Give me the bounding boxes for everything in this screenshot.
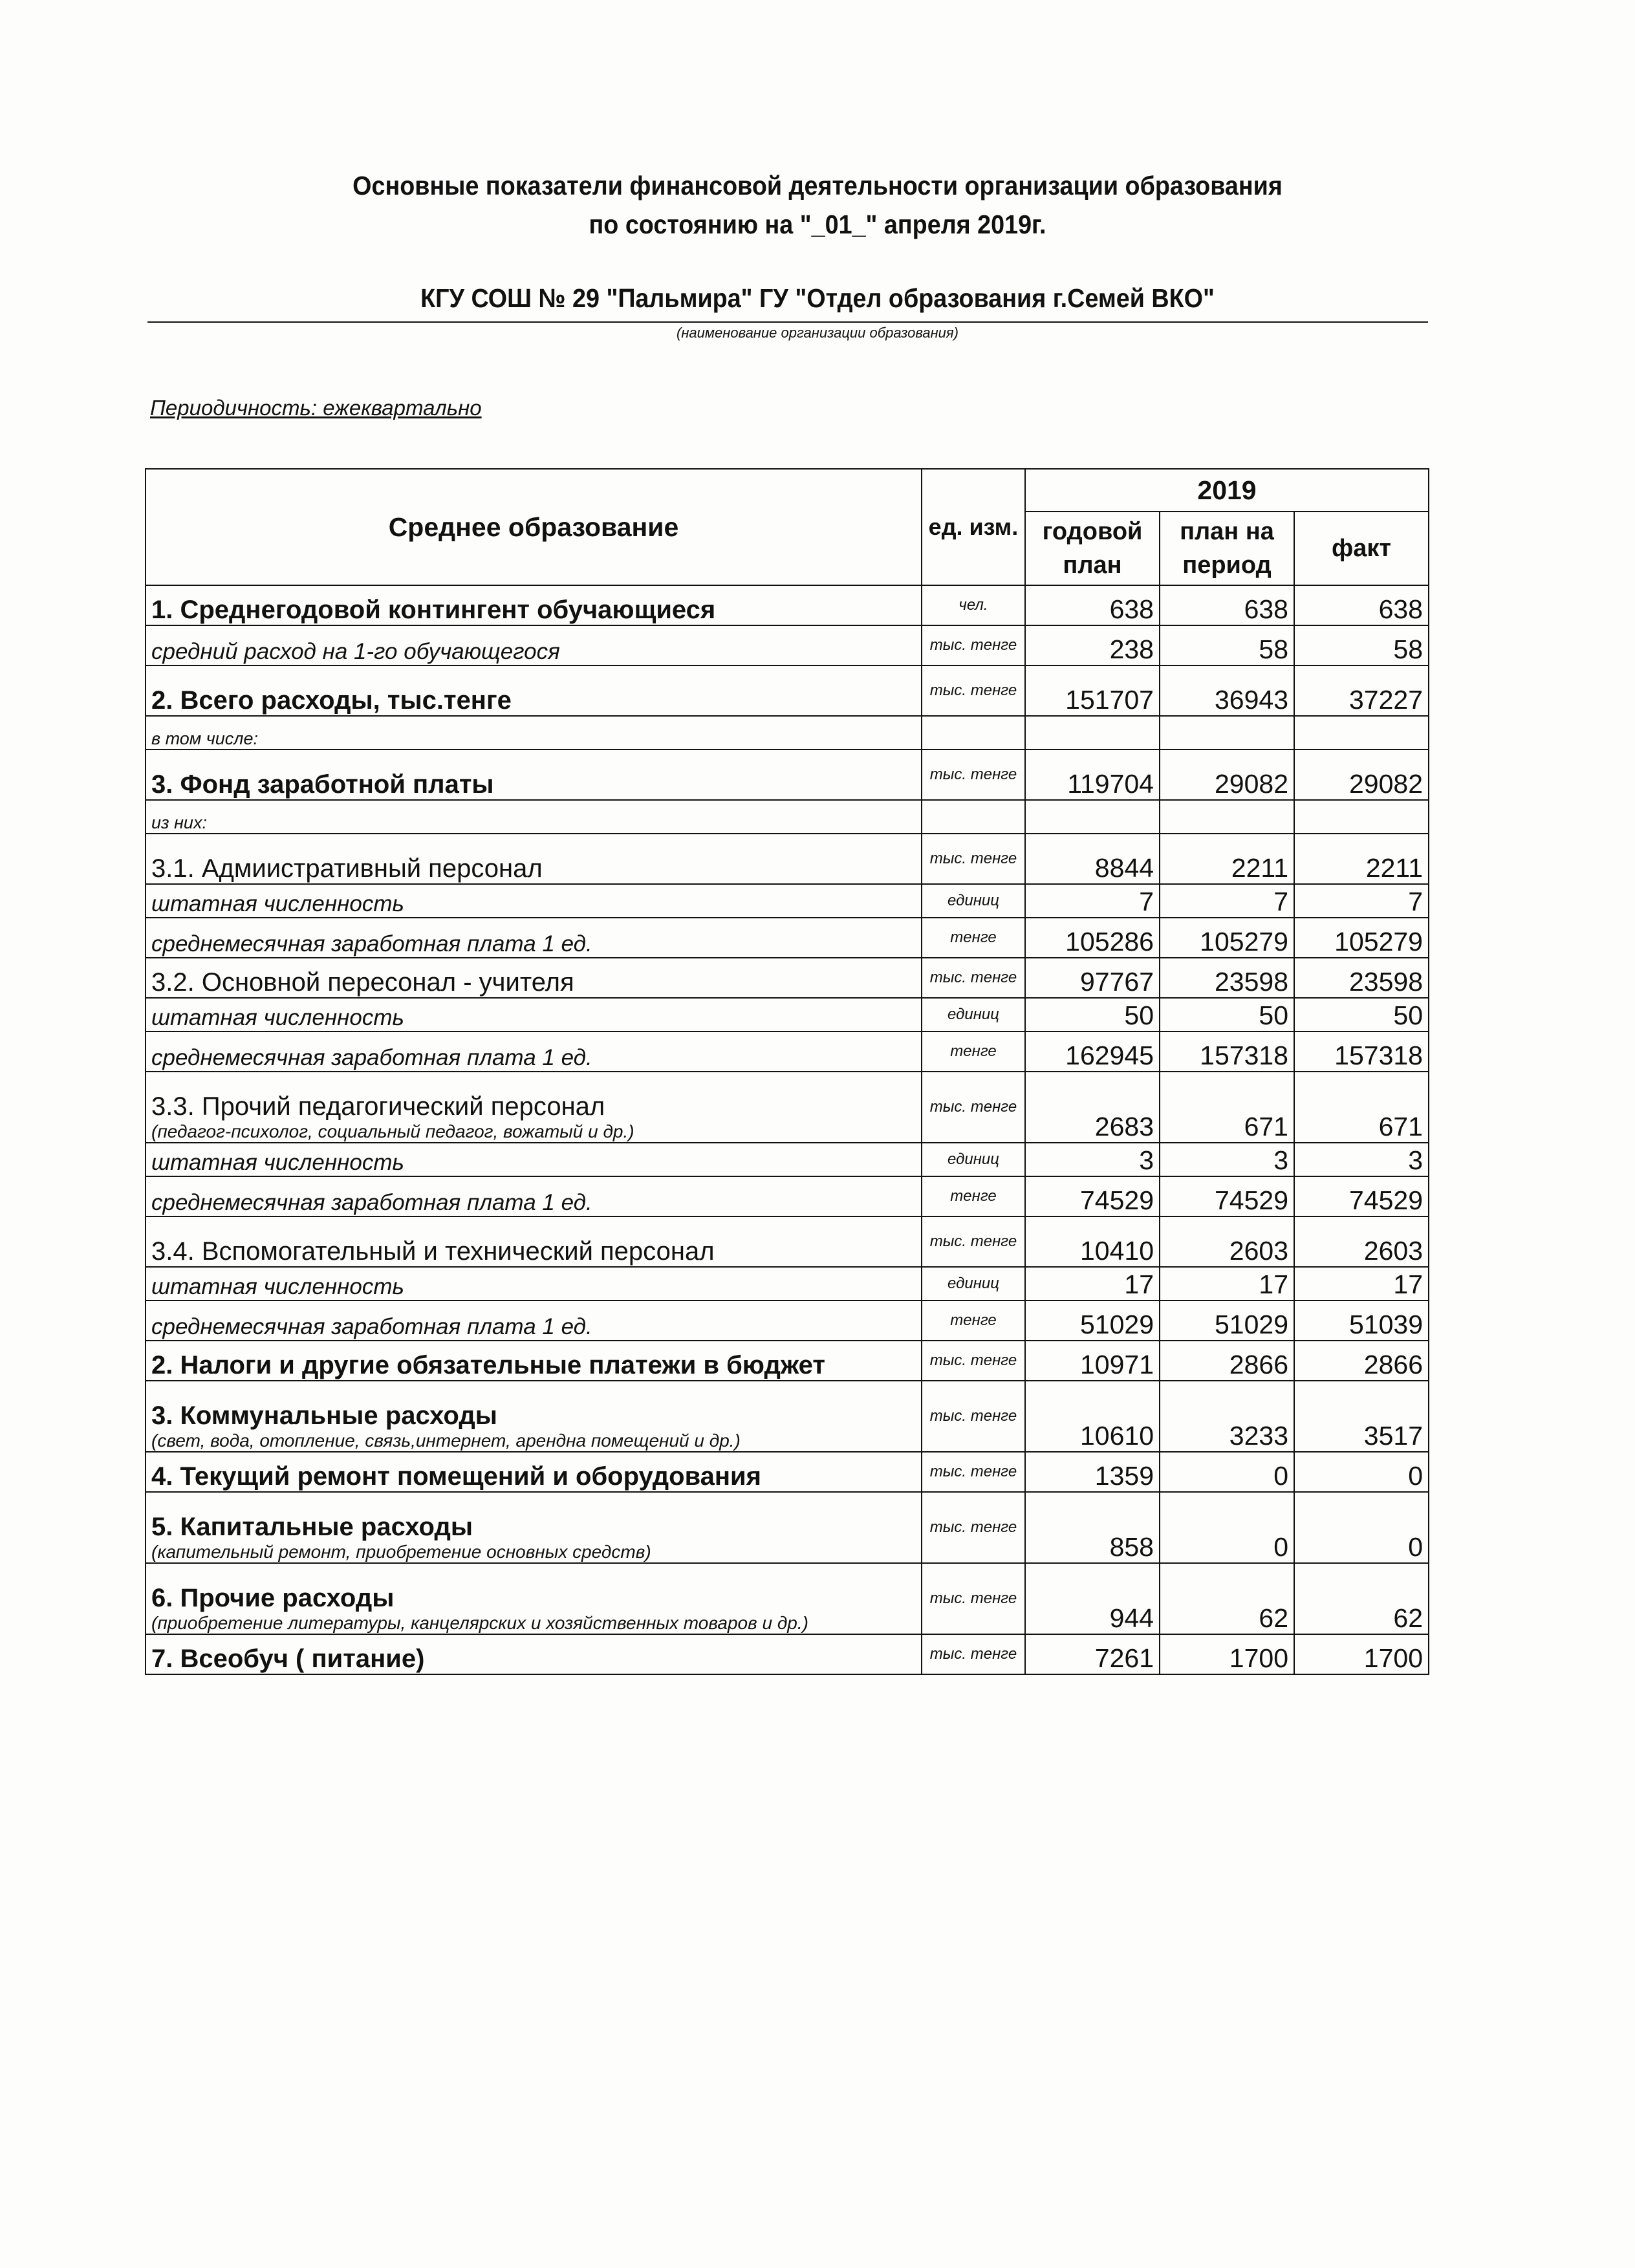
table-row xyxy=(146,998,1429,1031)
table-row xyxy=(146,585,1429,625)
cell-fact: 671 xyxy=(1294,1072,1429,1143)
table-row xyxy=(146,884,1429,918)
row-label xyxy=(146,665,922,716)
cell-annual-plan: 10410 xyxy=(1025,1216,1160,1267)
cell-annual-plan: 7261 xyxy=(1025,1634,1160,1674)
cell-annual-plan: 638 xyxy=(1025,585,1160,625)
row-label xyxy=(146,1031,922,1072)
row-label xyxy=(146,1381,922,1452)
row-label xyxy=(146,1216,922,1267)
organization-name: КГУ СОШ № 29 "Пальмира" ГУ "Отдел образования г.Семей ВКО" xyxy=(420,283,1215,313)
cell-period-plan: 0 xyxy=(1160,1452,1294,1492)
cell-fact: 50 xyxy=(1294,998,1429,1031)
table-row xyxy=(146,1176,1429,1216)
table-row xyxy=(146,1143,1429,1176)
cell-annual-plan: 17 xyxy=(1025,1267,1160,1301)
cell-period-plan: 2603 xyxy=(1160,1216,1294,1267)
row-unit: тыс. тенге xyxy=(922,1634,1025,1674)
cell-annual-plan: 51029 xyxy=(1025,1301,1160,1341)
row-label-main: среднемесячная заработная плата 1 ед. xyxy=(151,1190,592,1215)
cell-annual-plan: 119704 xyxy=(1025,750,1160,800)
row-unit: единиц xyxy=(922,1143,1025,1176)
cell-annual-plan: 2683 xyxy=(1025,1072,1160,1143)
periodicity-note: Периодичность: ежеквартально xyxy=(150,396,482,420)
header-period-plan: план на период xyxy=(1160,512,1294,585)
cell-period-plan: 3 xyxy=(1160,1143,1294,1176)
row-label-note: (педагог-психолог, социальный педагог, вожатый и др.) xyxy=(151,1121,634,1141)
document-title-line1: Основные показатели финансовой деятельности организации образования xyxy=(352,171,1283,200)
cell-fact: 105279 xyxy=(1294,918,1429,958)
cell-fact: 2866 xyxy=(1294,1341,1429,1381)
row-label-main: 3. Фонд заработной платы xyxy=(151,770,494,799)
cell-period-plan xyxy=(1160,800,1294,834)
row-unit xyxy=(922,716,1025,750)
row-label-main: 3.3. Прочий педагогический персонал xyxy=(151,1092,605,1121)
cell-annual-plan: 105286 xyxy=(1025,918,1160,958)
row-unit: тыс. тенге xyxy=(922,1341,1025,1381)
financial-indicators-table xyxy=(145,468,1429,1675)
row-label xyxy=(146,1176,922,1216)
row-label xyxy=(146,1341,922,1381)
table-header-row xyxy=(146,469,1429,512)
row-unit: тенге xyxy=(922,1176,1025,1216)
row-unit: тенге xyxy=(922,1301,1025,1341)
cell-annual-plan: 50 xyxy=(1025,998,1160,1031)
table-row xyxy=(146,1381,1429,1452)
cell-fact: 17 xyxy=(1294,1267,1429,1301)
table-row xyxy=(146,716,1429,750)
row-unit: тыс. тенге xyxy=(922,625,1025,665)
row-label xyxy=(146,1634,922,1674)
row-label-main: в том числе: xyxy=(151,729,259,748)
row-label-main: штатная численность xyxy=(151,891,404,916)
cell-annual-plan: 74529 xyxy=(1025,1176,1160,1216)
cell-annual-plan: 1359 xyxy=(1025,1452,1160,1492)
row-label xyxy=(146,834,922,884)
row-label xyxy=(146,585,922,625)
row-label xyxy=(146,1267,922,1301)
cell-period-plan: 2211 xyxy=(1160,834,1294,884)
row-label-main: 4. Текущий ремонт помещений и оборудования xyxy=(151,1462,761,1491)
header-unit: ед. изм. xyxy=(922,469,1025,585)
row-label-main: среднемесячная заработная плата 1 ед. xyxy=(151,1314,592,1339)
cell-period-plan: 36943 xyxy=(1160,665,1294,716)
row-unit: тыс. тенге xyxy=(922,1563,1025,1634)
cell-period-plan: 29082 xyxy=(1160,750,1294,800)
row-label xyxy=(146,1563,922,1634)
table-row xyxy=(146,1492,1429,1563)
row-unit: тенге xyxy=(922,918,1025,958)
cell-annual-plan: 10971 xyxy=(1025,1341,1160,1381)
table-row xyxy=(146,1563,1429,1634)
row-label xyxy=(146,918,922,958)
cell-annual-plan: 238 xyxy=(1025,625,1160,665)
cell-period-plan: 62 xyxy=(1160,1563,1294,1634)
cell-fact: 3517 xyxy=(1294,1381,1429,1452)
organization-underline xyxy=(147,321,1428,323)
cell-period-plan: 58 xyxy=(1160,625,1294,665)
row-unit: тыс. тенге xyxy=(922,958,1025,998)
cell-annual-plan xyxy=(1025,800,1160,834)
row-label-main: 7. Всеобуч ( питание) xyxy=(151,1645,425,1673)
table-row xyxy=(146,1267,1429,1301)
row-unit: тыс. тенге xyxy=(922,1216,1025,1267)
cell-annual-plan: 858 xyxy=(1025,1492,1160,1563)
row-label-main: 2. Всего расходы, тыс.тенге xyxy=(151,686,512,715)
cell-period-plan: 671 xyxy=(1160,1072,1294,1143)
cell-period-plan: 50 xyxy=(1160,998,1294,1031)
cell-period-plan: 157318 xyxy=(1160,1031,1294,1072)
cell-period-plan xyxy=(1160,716,1294,750)
cell-annual-plan: 7 xyxy=(1025,884,1160,918)
cell-fact: 62 xyxy=(1294,1563,1429,1634)
row-label-main: средний расход на 1-го обучающегося xyxy=(151,639,560,664)
table-row xyxy=(146,1301,1429,1341)
row-label-main: среднемесячная заработная плата 1 ед. xyxy=(151,931,592,956)
header-fact: факт xyxy=(1294,512,1429,585)
row-unit: чел. xyxy=(922,585,1025,625)
row-label-main: 6. Прочие расходы xyxy=(151,1584,395,1612)
row-label-main: 3.2. Основной пересонал - учителя xyxy=(151,968,574,997)
row-label xyxy=(146,1072,922,1143)
row-label-note: (капительный ремонт, приобретение основных средств) xyxy=(151,1542,651,1562)
cell-fact: 0 xyxy=(1294,1492,1429,1563)
cell-annual-plan: 8844 xyxy=(1025,834,1160,884)
cell-period-plan: 74529 xyxy=(1160,1176,1294,1216)
row-label-main: 1. Среднегодовой контингент обучающиеся xyxy=(151,596,716,624)
cell-fact: 29082 xyxy=(1294,750,1429,800)
row-label xyxy=(146,1452,922,1492)
table-row xyxy=(146,1072,1429,1143)
row-label-main: из них: xyxy=(151,813,207,832)
row-label-main: 2. Налоги и другие обязательные платежи в бюджет xyxy=(151,1351,825,1379)
row-label-main: штатная численность xyxy=(151,1005,404,1030)
row-label xyxy=(146,958,922,998)
table-row xyxy=(146,918,1429,958)
cell-fact: 23598 xyxy=(1294,958,1429,998)
table-row xyxy=(146,834,1429,884)
cell-period-plan: 23598 xyxy=(1160,958,1294,998)
row-unit: тыс. тенге xyxy=(922,665,1025,716)
row-unit xyxy=(922,800,1025,834)
cell-period-plan: 1700 xyxy=(1160,1634,1294,1674)
header-year: 2019 xyxy=(1025,469,1429,512)
cell-fact xyxy=(1294,800,1429,834)
cell-fact: 638 xyxy=(1294,585,1429,625)
row-label xyxy=(146,750,922,800)
cell-period-plan: 3233 xyxy=(1160,1381,1294,1452)
cell-annual-plan: 151707 xyxy=(1025,665,1160,716)
row-label xyxy=(146,625,922,665)
cell-period-plan: 17 xyxy=(1160,1267,1294,1301)
row-unit: единиц xyxy=(922,884,1025,918)
cell-fact: 51039 xyxy=(1294,1301,1429,1341)
table-row xyxy=(146,750,1429,800)
row-unit: тыс. тенге xyxy=(922,834,1025,884)
row-unit: тенге xyxy=(922,1031,1025,1072)
cell-fact: 3 xyxy=(1294,1143,1429,1176)
header-annual-plan: годовой план xyxy=(1025,512,1160,585)
cell-period-plan: 2866 xyxy=(1160,1341,1294,1381)
table-row xyxy=(146,1031,1429,1072)
cell-fact: 2211 xyxy=(1294,834,1429,884)
cell-annual-plan: 944 xyxy=(1025,1563,1160,1634)
cell-fact: 0 xyxy=(1294,1452,1429,1492)
cell-period-plan: 7 xyxy=(1160,884,1294,918)
cell-period-plan: 638 xyxy=(1160,585,1294,625)
row-label xyxy=(146,884,922,918)
row-label-note: (свет, вода, отопление, связь,интернет, арендна помещений и др.) xyxy=(151,1431,741,1451)
row-unit: тыс. тенге xyxy=(922,1452,1025,1492)
row-label-main: среднемесячная заработная плата 1 ед. xyxy=(151,1045,592,1070)
row-unit: тыс. тенге xyxy=(922,750,1025,800)
cell-fact: 157318 xyxy=(1294,1031,1429,1072)
row-label-main: 3.4. Вспомогательный и технический персонал xyxy=(151,1237,715,1266)
table-row xyxy=(146,1341,1429,1381)
cell-fact: 7 xyxy=(1294,884,1429,918)
cell-fact: 74529 xyxy=(1294,1176,1429,1216)
document-title-line2: по состоянию на "_01_" апреля 2019г. xyxy=(589,210,1046,239)
row-label-main: штатная численность xyxy=(151,1150,404,1175)
cell-period-plan: 105279 xyxy=(1160,918,1294,958)
cell-fact: 58 xyxy=(1294,625,1429,665)
table-row xyxy=(146,625,1429,665)
organization-caption: (наименование организации образования) xyxy=(677,325,958,341)
cell-period-plan: 51029 xyxy=(1160,1301,1294,1341)
header-education-level: Среднее образование xyxy=(146,469,922,585)
table-row xyxy=(146,800,1429,834)
cell-fact: 1700 xyxy=(1294,1634,1429,1674)
row-label-main: 5. Капитальные расходы xyxy=(151,1513,473,1541)
cell-fact: 37227 xyxy=(1294,665,1429,716)
cell-annual-plan: 3 xyxy=(1025,1143,1160,1176)
cell-fact: 2603 xyxy=(1294,1216,1429,1267)
table-row xyxy=(146,665,1429,716)
row-unit: единиц xyxy=(922,998,1025,1031)
row-unit: тыс. тенге xyxy=(922,1381,1025,1452)
row-unit: единиц xyxy=(922,1267,1025,1301)
cell-period-plan: 0 xyxy=(1160,1492,1294,1563)
cell-annual-plan: 97767 xyxy=(1025,958,1160,998)
row-label xyxy=(146,1492,922,1563)
row-label-note: (приобретение литературы, канцелярских и хозяйственных товаров и др.) xyxy=(151,1613,808,1633)
row-unit: тыс. тенге xyxy=(922,1072,1025,1143)
row-label xyxy=(146,998,922,1031)
row-unit: тыс. тенге xyxy=(922,1492,1025,1563)
row-label xyxy=(146,1301,922,1341)
row-label xyxy=(146,716,922,750)
row-label-main: штатная численность xyxy=(151,1274,404,1299)
row-label-main: 3.1. Адмиистративный персонал xyxy=(151,854,543,883)
row-label xyxy=(146,1143,922,1176)
cell-annual-plan: 162945 xyxy=(1025,1031,1160,1072)
table-row xyxy=(146,1452,1429,1492)
cell-annual-plan xyxy=(1025,716,1160,750)
cell-annual-plan: 10610 xyxy=(1025,1381,1160,1452)
cell-fact xyxy=(1294,716,1429,750)
table-row xyxy=(146,1216,1429,1267)
table-row xyxy=(146,1634,1429,1674)
table-row xyxy=(146,958,1429,998)
row-label xyxy=(146,800,922,834)
row-label-main: 3. Коммунальные расходы xyxy=(151,1401,497,1430)
